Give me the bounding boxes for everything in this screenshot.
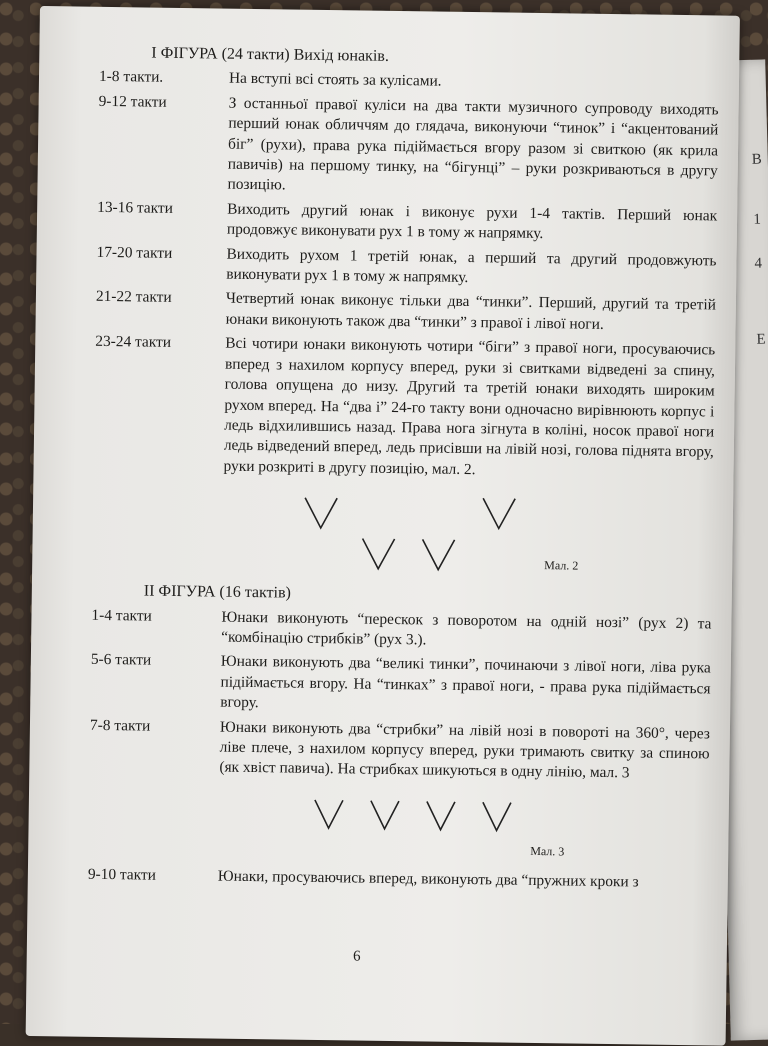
step-description: Юнаки виконують два “стрибки” на лівій нозі в повороті на 360°, через ліве плече, з нахилом корпусу вперед, руки тримають свитку за спиною (як хвіст павича). На стрибках шикуються в одну лінію, мал. 3 <box>219 718 711 782</box>
step-row <box>88 865 708 894</box>
step-row <box>89 715 710 785</box>
facing-page-letter: 1 <box>753 211 762 228</box>
dancer-mark <box>362 539 394 569</box>
measure-label: 1-8 такти. <box>98 68 164 87</box>
dancer-mark <box>315 800 343 828</box>
figure-3-formation <box>88 787 709 868</box>
measure-label: 1-4 такти <box>91 606 152 625</box>
measure-label: 9-12 такти <box>98 92 167 111</box>
step-row <box>99 67 719 96</box>
step-description: Юнаки виконують два “великі тинки”, починаючи з лівої ноги, ліва рука підіймається вгору. На “тинках” з правої ноги, - права рука підіймається вгору. <box>220 652 711 712</box>
measure-label: 17-20 такти <box>96 243 173 262</box>
dancer-mark <box>483 498 515 528</box>
figure-3-diagram <box>88 787 709 868</box>
step-row <box>96 287 717 336</box>
section-heading-figure-2: ІІ ФІГУРА (16 тактів) <box>143 582 292 602</box>
step-description: Виходить другий юнак і виконує рухи 1-4 тактів. Перший юнак продовжує виконувати рух 1 в тому ж напрямку. <box>226 200 718 243</box>
figure-2-diagram <box>92 485 713 586</box>
measure-label: 13-16 такти <box>97 198 174 217</box>
step-description: Всі чотири юнаки виконують чотири “біги” з правої ноги, просуваючись вперед з нахилом корпусу вперед, руки зі свитками відведені за спину, голова опущена до низу. Другий та третій юнаки виходять широким рухом вперед. На “два і” 24-го такту вони одночасно вирівнюють корпус і ледь відхилившись назад. Права нога зігнута в коліні, носок правої ноги ледь відведений вперед, ледь присівши на лівій нозі, голова піднята вгору, руки розкриті в другу позицію, мал. 2. <box>223 334 716 478</box>
step-description: Юнаки, просуваючись вперед, виконують два “пружних кроки з <box>217 867 639 891</box>
step-row <box>91 605 712 654</box>
measure-label: 21-22 такти <box>95 288 172 307</box>
dancer-mark <box>483 802 511 830</box>
dancer-mark <box>371 800 399 828</box>
page-content <box>88 43 720 898</box>
step-row <box>96 242 717 291</box>
figure-2-formation <box>92 485 713 586</box>
measure-label: 9-10 такти <box>87 865 157 884</box>
facing-page-letter: В <box>751 151 763 168</box>
step-description: З останньої правої куліси на два такти музичного супроводу виходять перший юнак обличчям до глядача, виконуючи “тинок” і “акцентований біг” (рухи), права рука підіймається вгору разом зі свиткою (як крила павичів) на першому тинку, на “бігунці” – руки розкриваються в другу позицію. <box>227 94 719 194</box>
step-row <box>93 332 715 483</box>
step-row <box>90 650 711 720</box>
book-page <box>26 6 740 1046</box>
dancer-mark <box>427 801 455 829</box>
measure-label: 5-6 такти <box>90 651 152 669</box>
dancer-mark <box>422 540 454 570</box>
step-description: Виходить рухом 1 третій юнак, а перший та другий продовжують виконувати рух 1 в тому ж напрямку. <box>226 245 717 287</box>
step-description: На вступі всі стоять за кулісами. <box>228 70 442 91</box>
step-row <box>97 92 718 203</box>
measure-label: 7-8 такти <box>89 716 151 735</box>
step-row <box>97 198 718 247</box>
figure-caption: Мал. 2 <box>544 558 579 573</box>
dancer-mark <box>305 498 337 528</box>
page-number: 6 <box>352 948 361 965</box>
step-description: Юнаки виконують “перескок з поворотом на одній нозі” (рух 2) та “комбінацію стрибків” (рух 3.). <box>221 608 712 649</box>
measure-label: 23-24 такти <box>95 333 172 352</box>
section-heading-figure-1: І ФІГУРА (24 такти) Вихід юнаків. <box>151 44 390 65</box>
facing-page-letter: 4 <box>754 255 763 272</box>
facing-page-letter: Е <box>756 331 766 348</box>
figure-caption: Мал. 3 <box>530 843 565 859</box>
step-description: Четвертий юнак виконує тільки два “тинки”. Перший, другий та третій юнаки виконують також два “тинки” з правої і лівої ноги. <box>225 290 717 333</box>
